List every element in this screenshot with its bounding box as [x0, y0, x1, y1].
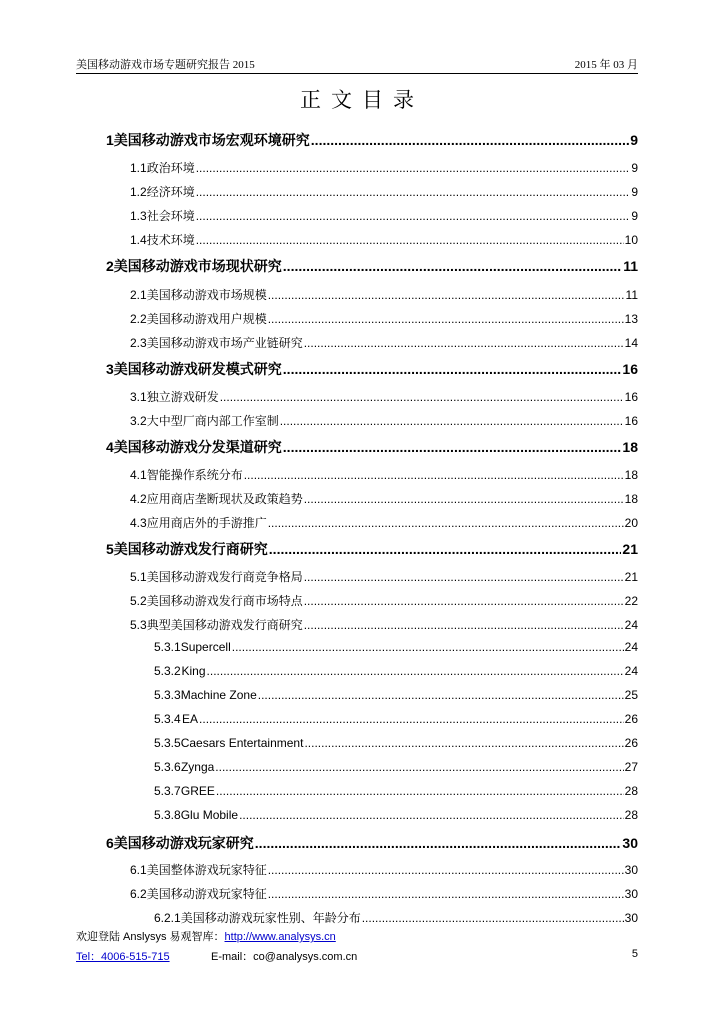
toc-entry-page: 30 — [624, 911, 638, 925]
toc-entry-title: 技术环境 — [146, 233, 195, 247]
toc-leader-dots — [215, 760, 623, 774]
toc-entry-page: 16 — [624, 390, 638, 404]
toc-entry-title: 美国移动游戏玩家性别、年龄分布 — [180, 911, 361, 925]
page-header — [76, 56, 638, 72]
toc-entry-page: 28 — [624, 808, 638, 822]
toc-entry-title: GREE — [180, 784, 215, 798]
toc-entry-number: 5.3 — [130, 618, 147, 632]
toc-leader-dots — [268, 516, 624, 530]
footer-visit-label: 欢迎登陆 Anslysys 易观智库： — [76, 931, 225, 943]
footer-visit — [76, 928, 336, 944]
toc-entry-level1[interactable] — [106, 833, 638, 853]
toc-leader-dots — [304, 618, 624, 632]
toc-entry-page: 24 — [624, 640, 638, 654]
toc-entry-number: 5.3.3 — [154, 688, 181, 702]
toc-leader-dots — [283, 361, 622, 377]
toc-entry-title: Supercell — [180, 640, 231, 654]
toc-entry-title: 美国移动游戏发行商研究 — [113, 541, 268, 557]
toc-entry-page: 11 — [623, 258, 638, 274]
toc-entry-number: 2 — [106, 258, 114, 274]
toc-entry-number: 6.2.1 — [154, 911, 181, 925]
toc-entry-level2[interactable] — [130, 412, 638, 429]
toc-entry-page: 18 — [624, 468, 638, 482]
toc-entry-page: 30 — [624, 887, 638, 901]
footer-url-link[interactable]: http://www.analysys.cn — [224, 931, 336, 943]
toc-leader-dots — [196, 161, 631, 175]
toc-entry-page: 25 — [624, 688, 638, 702]
toc-entry-page: 14 — [624, 336, 638, 350]
toc-entry-page: 16 — [624, 414, 638, 428]
toc-entry-page: 18 — [624, 492, 638, 506]
toc-entry-number: 4.1 — [130, 468, 147, 482]
toc-entry-number: 5.3.5 — [154, 736, 181, 750]
toc-entry-page: 24 — [624, 618, 638, 632]
toc-entry-number: 4.3 — [130, 516, 147, 530]
toc-entry-number: 2.1 — [130, 288, 147, 302]
toc-entry-number: 1.3 — [130, 209, 147, 223]
toc-leader-dots — [304, 594, 624, 608]
toc-entry-number: 5.3.8 — [154, 808, 181, 822]
header-date: 2015 年 03 月 — [574, 59, 638, 71]
toc-entry-level1[interactable] — [106, 437, 638, 457]
toc-entry-number: 1.1 — [130, 161, 147, 175]
toc-entry-title: 美国移动游戏玩家研究 — [113, 835, 254, 851]
toc-entry-title: 智能操作系统分布 — [146, 468, 243, 482]
toc-entry-level2[interactable] — [130, 490, 638, 507]
footer-tel[interactable]: Tel：4006-515-715 — [76, 951, 170, 963]
toc-leader-dots — [268, 863, 624, 877]
toc-entry-title: 美国移动游戏发行商市场特点 — [146, 594, 303, 608]
toc-entry-level3[interactable] — [154, 736, 638, 750]
toc-entry-page: 11 — [625, 288, 638, 302]
toc-entry-level2[interactable] — [130, 231, 638, 248]
toc-entry-number: 4 — [106, 439, 114, 455]
toc-entry-title: 美国移动游戏市场规模 — [146, 288, 267, 302]
toc-entry-title: 独立游戏研发 — [146, 390, 219, 404]
toc-entry-title: 美国移动游戏发行商竞争格局 — [146, 570, 303, 584]
toc-entry-level2[interactable] — [130, 207, 638, 224]
toc-entry-page: 21 — [624, 570, 638, 584]
toc-entry-title: Caesars Entertainment — [180, 736, 304, 750]
toc-entry-level1[interactable] — [106, 539, 638, 559]
toc-entry-page: 13 — [624, 312, 638, 326]
toc-entry-title: 美国移动游戏分发渠道研究 — [113, 439, 282, 455]
toc-entry-level2[interactable] — [130, 159, 638, 176]
toc-entry-level3[interactable] — [154, 712, 638, 726]
toc-entry-page: 9 — [631, 161, 638, 175]
toc-entry-level2[interactable] — [130, 466, 638, 483]
toc-entry-title: 美国整体游戏玩家特征 — [146, 863, 267, 877]
toc-leader-dots — [220, 390, 624, 404]
toc-entry-level3[interactable] — [154, 784, 638, 798]
toc-entry-page: 21 — [622, 541, 638, 557]
toc-entry-level2[interactable] — [130, 616, 638, 633]
toc-entry-level3[interactable] — [154, 808, 638, 822]
toc-entry-level1[interactable] — [106, 256, 638, 276]
toc-leader-dots — [255, 835, 622, 851]
toc-entry-number: 2.2 — [130, 312, 147, 326]
toc-leader-dots — [199, 712, 624, 726]
toc-leader-dots — [268, 887, 624, 901]
toc-entry-page: 9 — [630, 132, 638, 148]
toc-entry-page: 9 — [631, 185, 638, 199]
toc-entry-page: 30 — [622, 835, 638, 851]
toc-entry-page: 26 — [624, 736, 638, 750]
toc-entry-title: EA — [182, 712, 199, 726]
toc-entry-page: 28 — [624, 784, 638, 798]
page-title: 正文目录 — [300, 88, 424, 112]
toc-leader-dots — [244, 468, 624, 482]
toc-entry-title: 应用商店外的手游推广 — [146, 516, 267, 530]
toc-leader-dots — [304, 570, 624, 584]
toc-leader-dots — [196, 209, 631, 223]
toc-entry-number: 5.3.1 — [154, 640, 181, 654]
header-rule — [76, 73, 638, 74]
toc-entry-number: 5.3.2 — [154, 664, 181, 678]
toc-leader-dots — [258, 688, 624, 702]
toc-entry-title: 美国移动游戏用户规模 — [146, 312, 267, 326]
toc-entry-title: 应用商店垄断现状及政策趋势 — [146, 492, 303, 506]
toc-entry-title: 美国移动游戏市场产业链研究 — [146, 336, 303, 350]
toc-entry-title: 经济环境 — [146, 185, 195, 199]
toc-leader-dots — [311, 132, 629, 148]
toc-leader-dots — [283, 439, 622, 455]
toc-entry-page: 18 — [622, 439, 638, 455]
header-report-title: 美国移动游戏市场专题研究报告 2015 — [76, 59, 255, 71]
toc-leader-dots — [268, 288, 625, 302]
toc-entry-page: 24 — [624, 664, 638, 678]
toc-entry-level1[interactable] — [106, 130, 638, 150]
toc-leader-dots — [304, 336, 624, 350]
page-number: 5 — [631, 948, 638, 960]
toc-entry-level2[interactable] — [130, 861, 638, 878]
toc-entry-level3[interactable] — [154, 664, 638, 678]
toc-entry-page: 27 — [624, 760, 638, 774]
toc-entry-title: 大中型厂商内部工作室制 — [146, 414, 279, 428]
toc-leader-dots — [207, 664, 624, 678]
toc-entry-level2[interactable] — [130, 885, 638, 902]
toc-entry-title: 社会环境 — [146, 209, 195, 223]
toc-entry-number: 5.3.7 — [154, 784, 181, 798]
toc-entry-page: 10 — [624, 233, 638, 247]
toc-entry-number: 3.1 — [130, 390, 147, 404]
toc-leader-dots — [269, 541, 622, 557]
toc-entry-title: Machine Zone — [180, 688, 257, 702]
toc-entry-level2[interactable] — [130, 334, 638, 351]
toc-leader-dots — [239, 808, 624, 822]
toc-leader-dots — [196, 233, 624, 247]
toc-entry-number: 5.3.4 — [154, 712, 181, 726]
toc-entry-page: 30 — [624, 863, 638, 877]
toc-entry-title: Zynga — [180, 760, 215, 774]
toc-entry-level2[interactable] — [130, 286, 638, 303]
toc-entry-number: 1.4 — [130, 233, 147, 247]
toc-entry-number: 4.2 — [130, 492, 147, 506]
toc-leader-dots — [216, 784, 624, 798]
toc-entry-number: 5.2 — [130, 594, 147, 608]
toc-entry-level2[interactable] — [130, 183, 638, 200]
toc-entry-level2[interactable] — [130, 592, 638, 609]
footer-email: E-mail：co@analysys.com.cn — [211, 951, 358, 963]
toc-entry-number: 6.1 — [130, 863, 147, 877]
toc-entry-title: 政治环境 — [146, 161, 195, 175]
toc-entry-number: 5 — [106, 541, 114, 557]
toc-entry-title: King — [181, 664, 206, 678]
toc-leader-dots — [232, 640, 624, 654]
toc-entry-level2[interactable] — [130, 310, 638, 327]
toc-entry-level2[interactable] — [130, 388, 638, 405]
toc-entry-page: 16 — [622, 361, 638, 377]
toc-entry-number: 2.3 — [130, 336, 147, 350]
toc-leader-dots — [304, 492, 624, 506]
toc-entry-number: 6.2 — [130, 887, 147, 901]
toc-entry-level3[interactable] — [154, 760, 638, 774]
toc-entry-level2[interactable] — [130, 514, 638, 531]
toc-entry-number: 5.3.6 — [154, 760, 181, 774]
toc-entry-page: 22 — [624, 594, 638, 608]
toc-entry-number: 6 — [106, 835, 114, 851]
toc-entry-level3[interactable] — [154, 640, 638, 654]
toc-entry-level3[interactable] — [154, 909, 638, 926]
toc-entry-title: Glu Mobile — [180, 808, 239, 822]
toc-entry-level2[interactable] — [130, 568, 638, 585]
toc-leader-dots — [280, 414, 624, 428]
toc-leader-dots — [268, 312, 624, 326]
toc-entry-page: 26 — [624, 712, 638, 726]
toc-entry-number: 3 — [106, 361, 114, 377]
toc-entry-level3[interactable] — [154, 688, 638, 702]
toc-entry-title: 美国移动游戏市场宏观环境研究 — [113, 132, 310, 148]
toc-entry-title: 典型美国移动游戏发行商研究 — [146, 618, 303, 632]
toc-entry-page: 9 — [631, 209, 638, 223]
toc-entry-page: 20 — [624, 516, 638, 530]
toc-leader-dots — [283, 258, 622, 274]
toc-entry-title: 美国移动游戏玩家特征 — [146, 887, 267, 901]
toc-entry-number: 5.1 — [130, 570, 147, 584]
toc-entry-title: 美国移动游戏市场现状研究 — [113, 258, 282, 274]
toc-leader-dots — [196, 185, 631, 199]
toc-entry-number: 3.2 — [130, 414, 147, 428]
toc-leader-dots — [362, 911, 624, 925]
toc-entry-number: 1 — [106, 132, 114, 148]
toc-leader-dots — [304, 736, 623, 750]
toc-entry-number: 1.2 — [130, 185, 147, 199]
toc-entry-level1[interactable] — [106, 359, 638, 379]
toc-entry-title: 美国移动游戏研发模式研究 — [113, 361, 282, 377]
